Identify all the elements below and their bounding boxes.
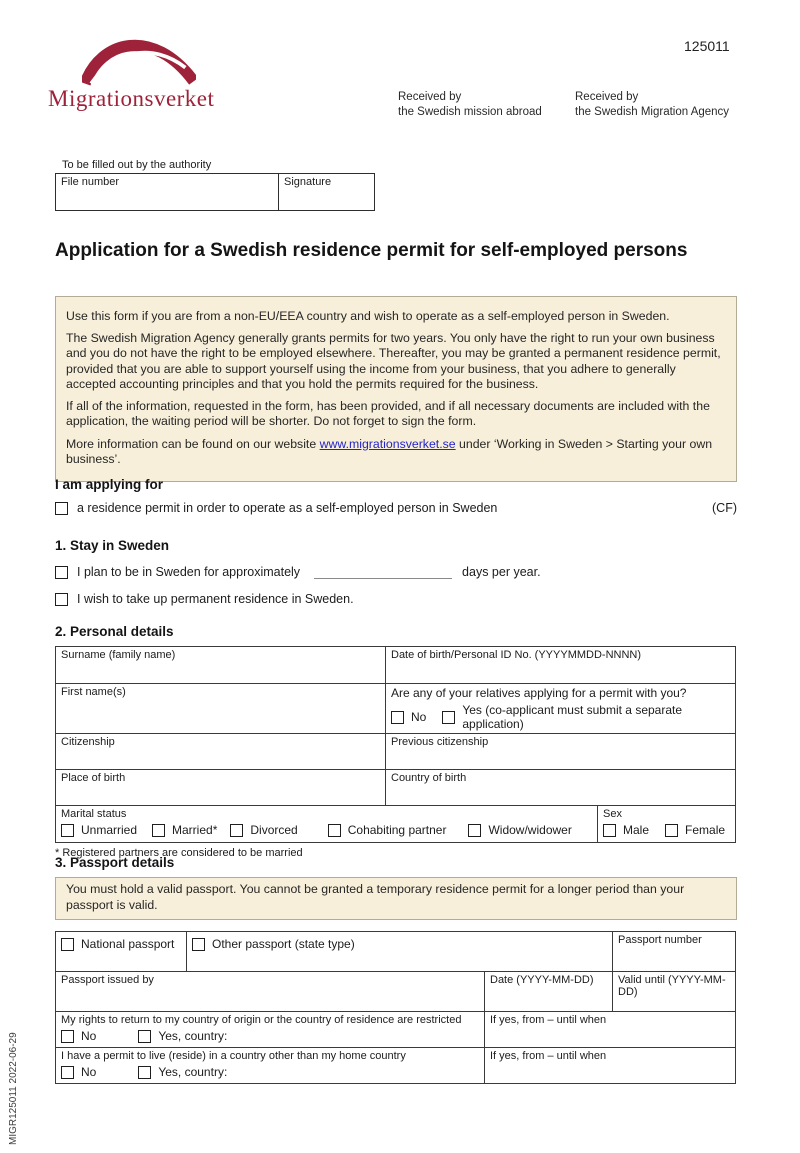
other-country-ifyes-field[interactable]: If yes, from – until when xyxy=(485,1048,736,1084)
intro-paragraph-3: If all of the information, requested in the form, has been provided, and if all necessary documents are included with the application, the waiting period will be shorter. Do not forget to sign the form. xyxy=(66,399,710,429)
previous-citizenship-field[interactable]: Previous citizenship xyxy=(386,734,736,770)
divorced-checkbox[interactable] xyxy=(230,824,243,837)
sex-options-row xyxy=(603,823,730,837)
female-label: Female xyxy=(685,823,726,837)
cf-code: (CF) xyxy=(712,501,737,515)
logo-arch-icon xyxy=(82,34,196,86)
intro-p4-after: under ‘Working in Sweden > Starting your own business’. xyxy=(66,436,713,466)
other-country-yes-checkbox[interactable] xyxy=(138,1066,151,1079)
received-by-mission xyxy=(398,90,568,120)
return-rights-no-checkbox[interactable] xyxy=(61,1030,74,1043)
document-code-vertical: MIGR125011 2022-06-29 xyxy=(8,1032,19,1145)
marital-status-label: Marital status xyxy=(61,808,127,820)
migrationsverket-logo xyxy=(48,34,248,112)
received-by-mission-label: the Swedish mission abroad xyxy=(398,105,542,118)
cohabiting-checkbox[interactable] xyxy=(328,824,341,837)
national-passport-checkbox[interactable] xyxy=(61,938,74,951)
days-per-year-input-line[interactable] xyxy=(314,566,452,579)
section-applying-for xyxy=(55,477,737,515)
received-by-label: Received by xyxy=(398,91,462,103)
married-label: Married* xyxy=(172,823,218,837)
received-by-label: Received by xyxy=(575,91,639,103)
other-country-permit-cell xyxy=(56,1048,485,1084)
male-label: Male xyxy=(623,823,650,837)
intro-paragraph-1: Use this form if you are from a non-EU/EEA country and wish to operate as a self-employed person in Sweden. xyxy=(66,309,670,323)
other-passport-label: Other passport (state type) xyxy=(212,937,355,952)
divorced-label: Divorced xyxy=(250,823,298,837)
stay-option-1-row xyxy=(55,565,737,579)
permanent-residence-checkbox[interactable] xyxy=(55,593,68,606)
section-stay xyxy=(55,538,737,606)
male-checkbox[interactable] xyxy=(603,824,616,837)
other-country-permit-question: I have a permit to live (reside) in a country other than my home country xyxy=(61,1050,406,1063)
stay-approx-label-before: I plan to be in Sweden for approximately xyxy=(77,565,301,579)
passport-heading: 3. Passport details xyxy=(55,855,175,870)
relatives-field xyxy=(386,684,736,734)
relatives-no-label: No xyxy=(411,710,427,724)
unmarried-label: Unmarried xyxy=(81,823,138,837)
passport-number-field[interactable]: Passport number xyxy=(613,932,736,972)
applying-heading: I am applying for xyxy=(55,477,164,492)
passport-valid-until-field[interactable]: Valid until (YYYY-MM-DD) xyxy=(613,972,736,1012)
relatives-yes-label: Yes (co-applicant must submit a separate application) xyxy=(462,703,683,731)
female-checkbox[interactable] xyxy=(665,824,678,837)
file-number-field[interactable]: File number xyxy=(56,174,279,210)
form-number: 125011 xyxy=(684,38,730,54)
applying-option-label: a residence permit in order to operate as a self-employed person in Sweden xyxy=(77,501,498,515)
widow-label: Widow/widower xyxy=(488,823,572,837)
personal-heading: 2. Personal details xyxy=(55,624,174,639)
dob-field[interactable]: Date of birth/Personal ID No. (YYYYMMDD-NNNN) xyxy=(386,647,736,684)
first-names-field[interactable]: First name(s) xyxy=(56,684,386,734)
intro-paragraph-4 xyxy=(66,437,726,467)
intro-paragraph-2: The Swedish Migration Agency generally grants permits for two years. You only have the right to run your own business and you do not have the right to be employed elsewhere. Thereafter, you may be granted a permanent residence permit, provided that you are able to support yourself using the income from your business, that you adhere to generally accepted accounting principles and that you hold the permits required for the business. xyxy=(66,331,721,391)
stay-option-2-row xyxy=(55,592,737,606)
passport-issued-by-field[interactable]: Passport issued by xyxy=(56,972,485,1012)
received-by-agency-label: the Swedish Migration Agency xyxy=(575,105,730,118)
section-passport-details xyxy=(55,855,737,1084)
citizenship-field[interactable]: Citizenship xyxy=(56,734,386,770)
personal-details-table xyxy=(55,646,736,843)
unmarried-checkbox[interactable] xyxy=(61,824,74,837)
widow-checkbox[interactable] xyxy=(468,824,481,837)
married-checkbox[interactable] xyxy=(152,824,165,837)
other-country-permit-answer-row xyxy=(61,1065,479,1079)
section-personal-details xyxy=(55,624,737,859)
national-passport-label: National passport xyxy=(81,937,175,952)
stay-heading: 1. Stay in Sweden xyxy=(55,538,170,553)
relatives-no-checkbox[interactable] xyxy=(391,711,404,724)
logo-wordmark: Migrationsverket xyxy=(48,86,215,111)
marital-status-field xyxy=(56,806,598,843)
surname-field[interactable]: Surname (family name) xyxy=(56,647,386,684)
applying-option-row xyxy=(55,501,737,515)
other-country-no-checkbox[interactable] xyxy=(61,1066,74,1079)
other-country-no-label: No xyxy=(81,1065,97,1080)
sex-field xyxy=(598,806,736,843)
cohabiting-label: Cohabiting partner xyxy=(347,823,447,837)
intro-p4-before: More information can be found on our website xyxy=(66,436,320,451)
sex-label: Sex xyxy=(603,808,622,820)
passport-date-field[interactable]: Date (YYYY-MM-DD) xyxy=(485,972,613,1012)
national-passport-cell xyxy=(56,932,187,972)
stay-approx-checkbox[interactable] xyxy=(55,566,68,579)
relatives-question: Are any of your relatives applying for a permit with you? xyxy=(391,686,687,700)
return-rights-yes-checkbox[interactable] xyxy=(138,1030,151,1043)
other-country-yes-label: Yes, country: xyxy=(158,1065,228,1080)
return-rights-question: My rights to return to my country of origin or the country of residence are restricted xyxy=(61,1014,462,1027)
permanent-residence-label: I wish to take up permanent residence in Sweden. xyxy=(77,592,354,606)
relatives-answer-row xyxy=(391,703,730,731)
return-rights-ifyes-field[interactable]: If yes, from – until when xyxy=(485,1012,736,1048)
country-of-birth-field[interactable]: Country of birth xyxy=(386,770,736,806)
other-passport-cell xyxy=(187,932,613,972)
relatives-yes-checkbox[interactable] xyxy=(442,711,455,724)
marital-options-row xyxy=(61,823,592,837)
authority-box xyxy=(55,173,375,211)
page-title: Application for a Swedish residence permit for self-employed persons xyxy=(55,240,688,261)
authority-box-title: To be filled out by the authority xyxy=(62,159,212,171)
return-rights-cell xyxy=(56,1012,485,1048)
place-of-birth-field[interactable]: Place of birth xyxy=(56,770,386,806)
stay-approx-label-after: days per year. xyxy=(462,565,541,579)
signature-field[interactable]: Signature xyxy=(284,176,332,188)
other-passport-checkbox[interactable] xyxy=(192,938,205,951)
passport-infobox: You must hold a valid passport. You cannot be granted a temporary residence permit for a longer period than your passport is valid. xyxy=(55,877,737,920)
intro-infobox xyxy=(55,296,737,482)
residence-permit-checkbox[interactable] xyxy=(55,502,68,515)
return-rights-no-label: No xyxy=(81,1029,97,1044)
passport-details-table xyxy=(55,931,736,1084)
return-rights-answer-row xyxy=(61,1029,479,1043)
registered-partners-footnote: * Registered partners are considered to be married xyxy=(55,847,303,859)
migrationsverket-link[interactable]: www.migrationsverket.se xyxy=(319,436,456,451)
return-rights-yes-label: Yes, country: xyxy=(158,1029,228,1044)
received-by-agency xyxy=(575,90,755,120)
